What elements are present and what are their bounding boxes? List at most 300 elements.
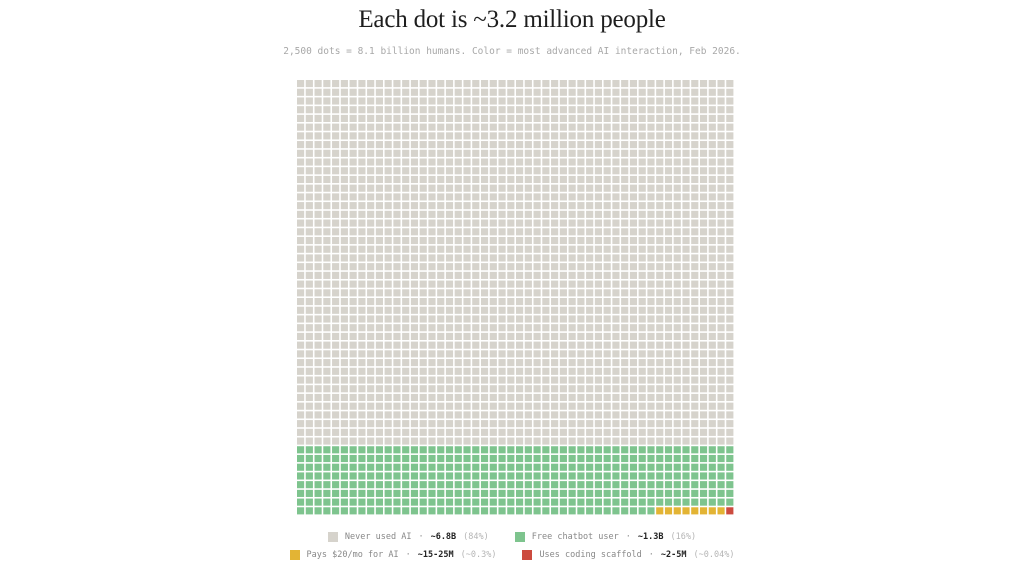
dot-never xyxy=(525,89,532,96)
dot-never xyxy=(577,403,584,410)
dot-never xyxy=(393,97,400,104)
dot-free xyxy=(525,490,532,497)
dot-never xyxy=(577,115,584,122)
dot-never xyxy=(560,124,567,131)
dot-never xyxy=(490,220,497,227)
dot-free xyxy=(717,446,724,453)
dot-never xyxy=(297,307,304,314)
dot-free xyxy=(358,455,365,462)
dot-never xyxy=(647,220,654,227)
dot-never xyxy=(551,359,558,366)
dot-never xyxy=(472,272,479,279)
dot-never xyxy=(341,420,348,427)
dot-never xyxy=(682,246,689,253)
dot-free xyxy=(428,481,435,488)
dot-never xyxy=(428,429,435,436)
dot-never xyxy=(604,106,611,113)
dot-never xyxy=(516,246,523,253)
dot-free xyxy=(315,507,322,514)
dot-free xyxy=(306,472,313,479)
dot-never xyxy=(656,289,663,296)
dot-never xyxy=(420,298,427,305)
dot-never xyxy=(402,272,409,279)
dot-never xyxy=(306,193,313,200)
dot-never xyxy=(411,158,418,165)
dot-never xyxy=(560,176,567,183)
dot-free xyxy=(297,472,304,479)
dot-never xyxy=(577,211,584,218)
dot-never xyxy=(639,220,646,227)
dot-never xyxy=(621,141,628,148)
dot-never xyxy=(691,193,698,200)
dot-never xyxy=(437,228,444,235)
dot-never xyxy=(534,106,541,113)
dot-never xyxy=(674,385,681,392)
dot-never xyxy=(595,185,602,192)
dot-never xyxy=(569,342,576,349)
dot-never xyxy=(542,228,549,235)
dot-never xyxy=(463,176,470,183)
dot-free xyxy=(621,446,628,453)
dot-free xyxy=(385,490,392,497)
dot-never xyxy=(691,202,698,209)
dot-never xyxy=(358,115,365,122)
dot-never xyxy=(595,115,602,122)
dot-never xyxy=(560,315,567,322)
dot-never xyxy=(525,438,532,445)
dot-never xyxy=(700,324,707,331)
dot-never xyxy=(463,132,470,139)
dot-never xyxy=(647,211,654,218)
dot-free xyxy=(647,507,654,514)
dot-never xyxy=(691,376,698,383)
dot-never xyxy=(647,185,654,192)
dot-never xyxy=(490,158,497,165)
dot-never xyxy=(411,80,418,87)
dot-free xyxy=(463,507,470,514)
dot-never xyxy=(700,420,707,427)
dot-pays xyxy=(691,507,698,514)
dot-never xyxy=(367,185,374,192)
dot-never xyxy=(700,150,707,157)
dot-never xyxy=(385,141,392,148)
dot-never xyxy=(297,359,304,366)
dot-never xyxy=(691,289,698,296)
dot-never xyxy=(621,263,628,270)
dot-never xyxy=(717,211,724,218)
dot-never xyxy=(437,89,444,96)
dot-never xyxy=(481,89,488,96)
dot-never xyxy=(315,89,322,96)
dot-never xyxy=(332,176,339,183)
dot-never xyxy=(586,368,593,375)
dot-free xyxy=(630,490,637,497)
dot-never xyxy=(297,385,304,392)
dot-never xyxy=(621,298,628,305)
dot-never xyxy=(393,368,400,375)
dot-never xyxy=(595,246,602,253)
dot-never xyxy=(428,89,435,96)
dot-never xyxy=(516,403,523,410)
dot-never xyxy=(507,368,514,375)
dot-never xyxy=(542,176,549,183)
dot-never xyxy=(358,429,365,436)
dot-never xyxy=(428,80,435,87)
dot-pays xyxy=(709,507,716,514)
dot-never xyxy=(674,429,681,436)
dot-never xyxy=(323,289,330,296)
dot-never xyxy=(358,281,365,288)
dot-never xyxy=(586,89,593,96)
dot-free xyxy=(560,481,567,488)
dot-free xyxy=(385,507,392,514)
dot-never xyxy=(463,237,470,244)
dot-never xyxy=(691,324,698,331)
dot-free xyxy=(428,446,435,453)
dot-free xyxy=(455,455,462,462)
dot-never xyxy=(446,132,453,139)
dot-free xyxy=(402,472,409,479)
dot-free xyxy=(516,472,523,479)
dot-never xyxy=(350,115,357,122)
dot-never xyxy=(455,350,462,357)
dot-never xyxy=(437,385,444,392)
dot-never xyxy=(726,420,733,427)
dot-never xyxy=(630,263,637,270)
dot-never xyxy=(420,376,427,383)
dot-never xyxy=(551,167,558,174)
dot-never xyxy=(455,150,462,157)
dot-never xyxy=(472,246,479,253)
dot-never xyxy=(560,202,567,209)
dot-never xyxy=(411,420,418,427)
dot-free xyxy=(604,464,611,471)
dot-never xyxy=(709,429,716,436)
dot-never xyxy=(385,80,392,87)
dot-never xyxy=(498,150,505,157)
dot-never xyxy=(595,281,602,288)
dot-never xyxy=(341,333,348,340)
dot-never xyxy=(315,132,322,139)
dot-never xyxy=(385,376,392,383)
dot-free xyxy=(341,499,348,506)
dot-never xyxy=(315,202,322,209)
dot-never xyxy=(315,289,322,296)
dot-never xyxy=(586,307,593,314)
dot-never xyxy=(420,307,427,314)
dot-never xyxy=(542,141,549,148)
dot-never xyxy=(490,106,497,113)
dot-never xyxy=(691,403,698,410)
dot-never xyxy=(411,106,418,113)
dot-never xyxy=(639,141,646,148)
dot-never xyxy=(472,254,479,261)
dot-never xyxy=(656,185,663,192)
dot-never xyxy=(656,132,663,139)
dot-never xyxy=(306,411,313,418)
dot-never xyxy=(709,254,716,261)
dot-never xyxy=(726,324,733,331)
dot-never xyxy=(665,359,672,366)
dot-never xyxy=(402,438,409,445)
dot-never xyxy=(428,124,435,131)
dot-never xyxy=(376,368,383,375)
dot-free xyxy=(577,490,584,497)
dot-never xyxy=(595,80,602,87)
dot-never xyxy=(297,97,304,104)
dot-never xyxy=(639,385,646,392)
dot-never xyxy=(463,150,470,157)
dot-never xyxy=(534,420,541,427)
dot-never xyxy=(341,272,348,279)
dot-never xyxy=(516,193,523,200)
dot-never xyxy=(717,167,724,174)
dot-never xyxy=(682,394,689,401)
dot-never xyxy=(612,167,619,174)
dot-never xyxy=(516,429,523,436)
dot-never xyxy=(350,359,357,366)
dot-never xyxy=(577,376,584,383)
dot-never xyxy=(420,141,427,148)
dot-never xyxy=(507,289,514,296)
dot-never xyxy=(691,411,698,418)
dot-never xyxy=(717,124,724,131)
waffle-grid xyxy=(297,80,735,516)
dot-never xyxy=(595,342,602,349)
legend-sep: · xyxy=(418,532,424,542)
dot-never xyxy=(393,158,400,165)
dot-never xyxy=(665,202,672,209)
dot-never xyxy=(472,411,479,418)
dot-never xyxy=(516,411,523,418)
dot-never xyxy=(604,403,611,410)
dot-never xyxy=(463,124,470,131)
dot-free xyxy=(420,446,427,453)
dot-never xyxy=(428,263,435,270)
dot-never xyxy=(551,385,558,392)
dot-never xyxy=(726,376,733,383)
dot-never xyxy=(472,220,479,227)
dot-never xyxy=(297,158,304,165)
dot-never xyxy=(604,89,611,96)
dot-never xyxy=(612,281,619,288)
dot-never xyxy=(350,368,357,375)
dot-never xyxy=(490,281,497,288)
dot-never xyxy=(665,132,672,139)
dot-never xyxy=(525,368,532,375)
dot-free xyxy=(551,464,558,471)
dot-free xyxy=(551,481,558,488)
dot-never xyxy=(621,246,628,253)
dot-never xyxy=(665,89,672,96)
dot-never xyxy=(472,158,479,165)
dot-never xyxy=(428,158,435,165)
dot-never xyxy=(621,359,628,366)
dot-never xyxy=(717,185,724,192)
dot-never xyxy=(332,254,339,261)
dot-never xyxy=(420,176,427,183)
dot-never xyxy=(306,289,313,296)
dot-free xyxy=(639,481,646,488)
dot-free xyxy=(656,481,663,488)
dot-never xyxy=(604,193,611,200)
dot-never xyxy=(297,115,304,122)
dot-never xyxy=(717,403,724,410)
dot-never xyxy=(665,167,672,174)
dot-never xyxy=(323,220,330,227)
dot-never xyxy=(595,315,602,322)
dot-pays xyxy=(656,507,663,514)
dot-never xyxy=(437,281,444,288)
dot-never xyxy=(639,350,646,357)
dot-never xyxy=(639,124,646,131)
dot-free xyxy=(682,499,689,506)
dot-never xyxy=(393,342,400,349)
dot-never xyxy=(621,376,628,383)
dot-never xyxy=(297,80,304,87)
dot-never xyxy=(682,411,689,418)
dot-never xyxy=(700,281,707,288)
dot-never xyxy=(621,350,628,357)
dot-never xyxy=(525,185,532,192)
dot-never xyxy=(490,385,497,392)
dot-never xyxy=(569,385,576,392)
dot-never xyxy=(586,220,593,227)
dot-never xyxy=(542,342,549,349)
dot-never xyxy=(393,246,400,253)
dot-never xyxy=(525,263,532,270)
dot-never xyxy=(612,106,619,113)
dot-never xyxy=(516,315,523,322)
dot-never xyxy=(455,438,462,445)
dot-never xyxy=(367,333,374,340)
dot-never xyxy=(297,220,304,227)
dot-never xyxy=(420,385,427,392)
dot-free xyxy=(674,472,681,479)
dot-never xyxy=(551,315,558,322)
dot-never xyxy=(551,254,558,261)
dot-never xyxy=(691,438,698,445)
dot-never xyxy=(463,403,470,410)
dot-free xyxy=(376,499,383,506)
dot-never xyxy=(709,176,716,183)
dot-never xyxy=(682,324,689,331)
dot-never xyxy=(551,289,558,296)
dot-never xyxy=(542,411,549,418)
dot-never xyxy=(323,115,330,122)
dot-never xyxy=(428,289,435,296)
dot-never xyxy=(297,376,304,383)
dot-never xyxy=(621,106,628,113)
dot-never xyxy=(682,176,689,183)
dot-free xyxy=(323,464,330,471)
dot-never xyxy=(604,132,611,139)
dot-free xyxy=(621,499,628,506)
dot-never xyxy=(385,324,392,331)
dot-never xyxy=(315,359,322,366)
dot-never xyxy=(350,228,357,235)
dot-never xyxy=(682,307,689,314)
dot-never xyxy=(376,97,383,104)
dot-free xyxy=(446,464,453,471)
dot-never xyxy=(411,97,418,104)
dot-never xyxy=(358,289,365,296)
dot-never xyxy=(726,289,733,296)
dot-never xyxy=(455,115,462,122)
dot-never xyxy=(472,342,479,349)
dot-never xyxy=(446,106,453,113)
dot-never xyxy=(586,124,593,131)
dot-never xyxy=(376,254,383,261)
dot-never xyxy=(463,289,470,296)
dot-never xyxy=(463,246,470,253)
dot-never xyxy=(446,385,453,392)
dot-never xyxy=(525,141,532,148)
dot-never xyxy=(446,272,453,279)
dot-never xyxy=(700,394,707,401)
dot-never xyxy=(350,97,357,104)
dot-free xyxy=(358,490,365,497)
dot-never xyxy=(420,202,427,209)
dot-never xyxy=(332,272,339,279)
dot-never xyxy=(306,158,313,165)
dot-never xyxy=(709,150,716,157)
dot-never xyxy=(323,211,330,218)
dot-never xyxy=(516,350,523,357)
dot-never xyxy=(332,385,339,392)
dot-never xyxy=(393,333,400,340)
dot-never xyxy=(297,211,304,218)
dot-never xyxy=(665,420,672,427)
dot-never xyxy=(569,411,576,418)
dot-never xyxy=(700,298,707,305)
dot-never xyxy=(323,228,330,235)
dot-free xyxy=(350,499,357,506)
dot-never xyxy=(420,315,427,322)
dot-free xyxy=(560,472,567,479)
dot-never xyxy=(595,193,602,200)
dot-never xyxy=(455,106,462,113)
dot-never xyxy=(639,420,646,427)
dot-never xyxy=(332,246,339,253)
dot-never xyxy=(428,167,435,174)
dot-free xyxy=(569,455,576,462)
dot-never xyxy=(498,132,505,139)
dot-never xyxy=(402,228,409,235)
dot-never xyxy=(507,150,514,157)
dot-never xyxy=(717,307,724,314)
dot-never xyxy=(507,394,514,401)
dot-never xyxy=(647,80,654,87)
dot-never xyxy=(385,106,392,113)
dot-never xyxy=(315,429,322,436)
dot-never xyxy=(297,411,304,418)
dot-never xyxy=(341,193,348,200)
dot-never xyxy=(639,176,646,183)
dot-never xyxy=(639,185,646,192)
dot-never xyxy=(420,289,427,296)
dot-never xyxy=(726,246,733,253)
dot-never xyxy=(516,185,523,192)
dot-never xyxy=(341,202,348,209)
dot-never xyxy=(437,350,444,357)
dot-never xyxy=(534,228,541,235)
dot-never xyxy=(560,394,567,401)
dot-never xyxy=(385,193,392,200)
dot-never xyxy=(691,228,698,235)
dot-never xyxy=(525,246,532,253)
dot-never xyxy=(455,385,462,392)
